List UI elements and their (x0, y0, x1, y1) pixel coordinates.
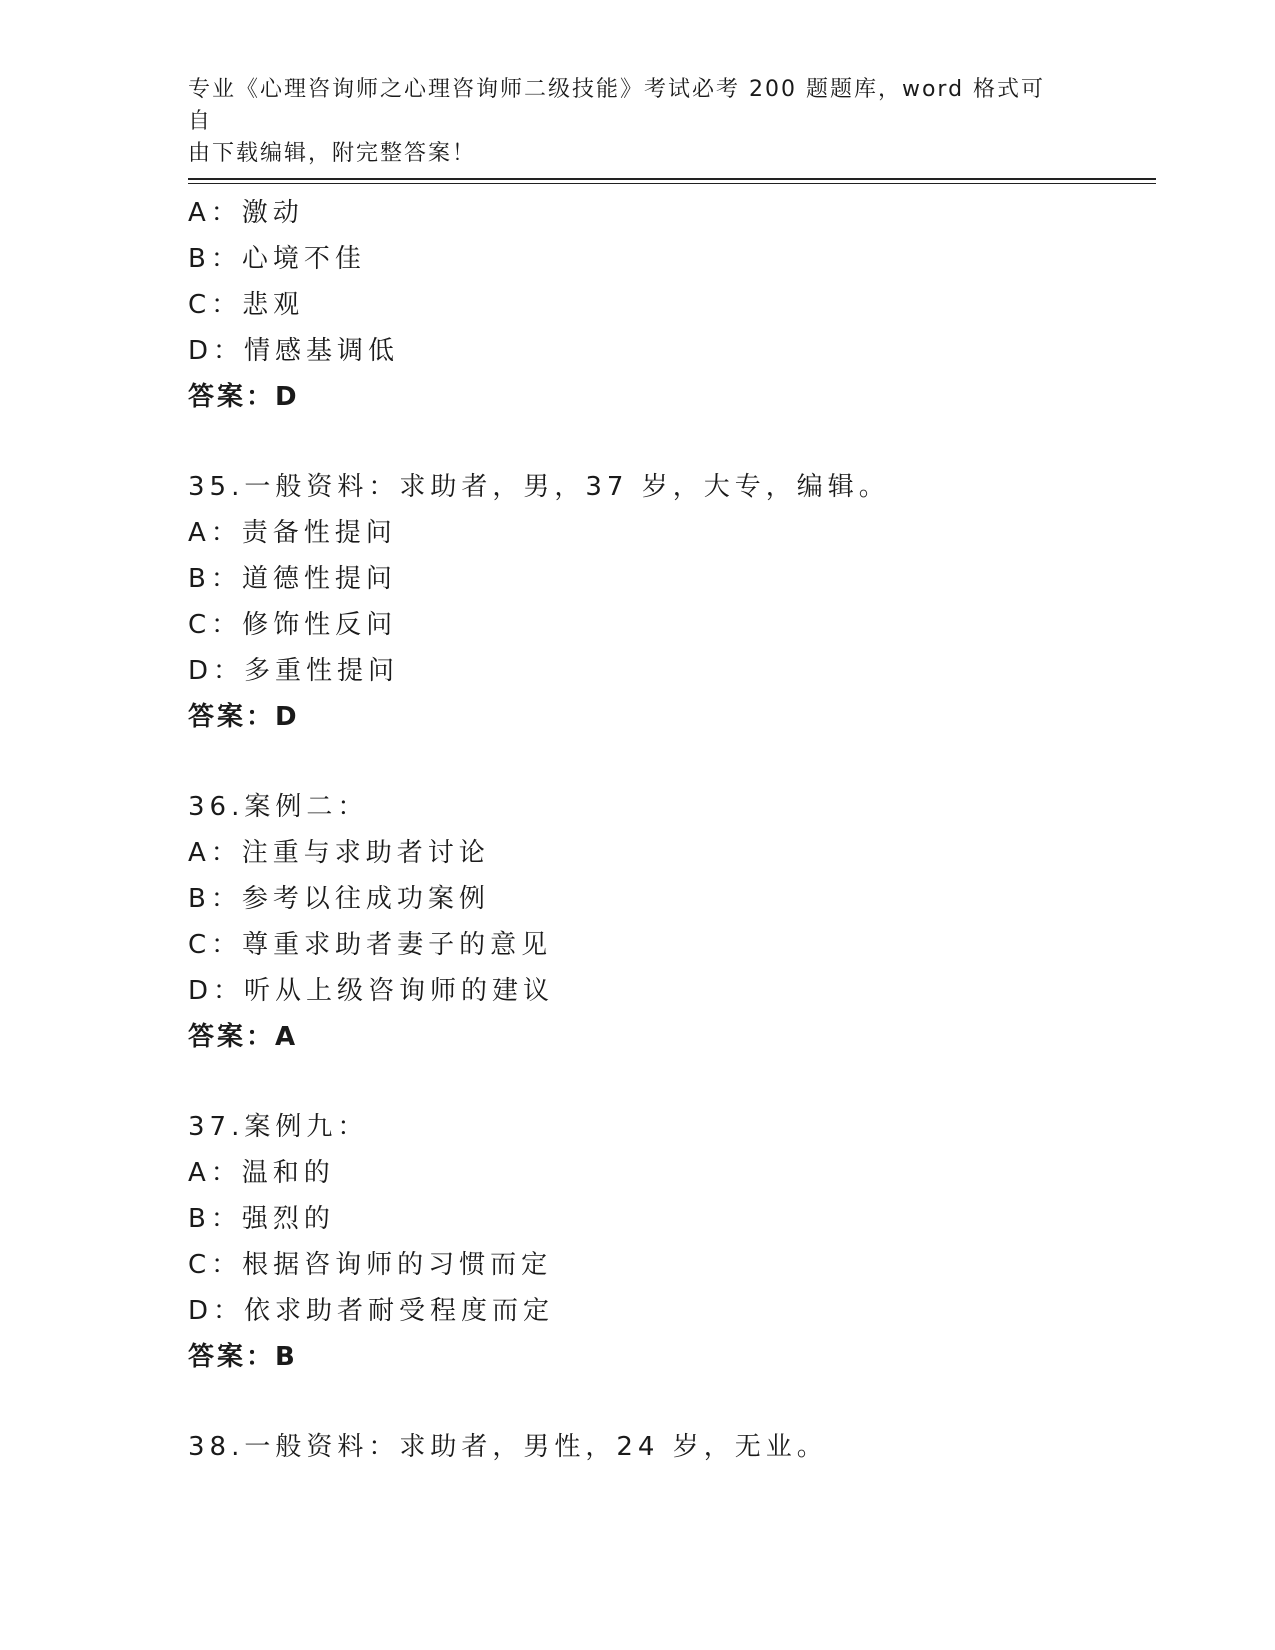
header-line-1: 专业《心理咨询师之心理咨询师二级技能》考试必考 200 题题库，word 格式可自 (188, 77, 1046, 134)
question-text: 35.一般资料：求助者，男，37 岁，大专，编辑。 (188, 472, 890, 502)
option-a: A：温和的 (188, 1158, 335, 1188)
option-b: B：心境不佳 (188, 244, 366, 274)
option-a: A：激动 (188, 198, 304, 228)
question-text: 36.案例二： (188, 792, 369, 822)
question-block-partial (188, 190, 1148, 420)
document-header (188, 74, 1068, 170)
option-d: D：多重性提问 (188, 656, 400, 686)
question-text: 37.案例九： (188, 1112, 369, 1142)
option-d: D：依求助者耐受程度而定 (188, 1296, 555, 1326)
option-a: A：注重与求助者讨论 (188, 838, 490, 868)
option-d: D：听从上级咨询师的建议 (188, 976, 555, 1006)
question-text: 38.一般资料：求助者，男性，24 岁，无业。 (188, 1432, 828, 1462)
option-c: C：尊重求助者妻子的意见 (188, 930, 553, 960)
option-d: D：情感基调低 (188, 336, 400, 366)
header-divider-thick (188, 178, 1156, 180)
option-b: B：参考以往成功案例 (188, 884, 490, 914)
header-line-2: 由下载编辑，附完整答案！ (188, 141, 477, 166)
option-c: C：悲观 (188, 290, 305, 320)
option-b: B：道德性提问 (188, 564, 397, 594)
answer-line: 答案：D (188, 702, 300, 732)
answer-line: 答案：D (188, 382, 300, 412)
option-a: A：责备性提问 (188, 518, 397, 548)
option-c: C：修饰性反问 (188, 610, 398, 640)
question-block-38 (188, 1424, 1148, 1470)
header-divider-thin (188, 183, 1156, 184)
answer-line: 答案：A (188, 1022, 299, 1052)
question-block-37 (188, 1104, 1148, 1380)
question-block-35 (188, 464, 1148, 740)
option-b: B：强烈的 (188, 1204, 335, 1234)
answer-line: 答案：B (188, 1342, 298, 1372)
question-list (188, 190, 1148, 1470)
option-c: C：根据咨询师的习惯而定 (188, 1250, 553, 1280)
question-block-36 (188, 784, 1148, 1060)
